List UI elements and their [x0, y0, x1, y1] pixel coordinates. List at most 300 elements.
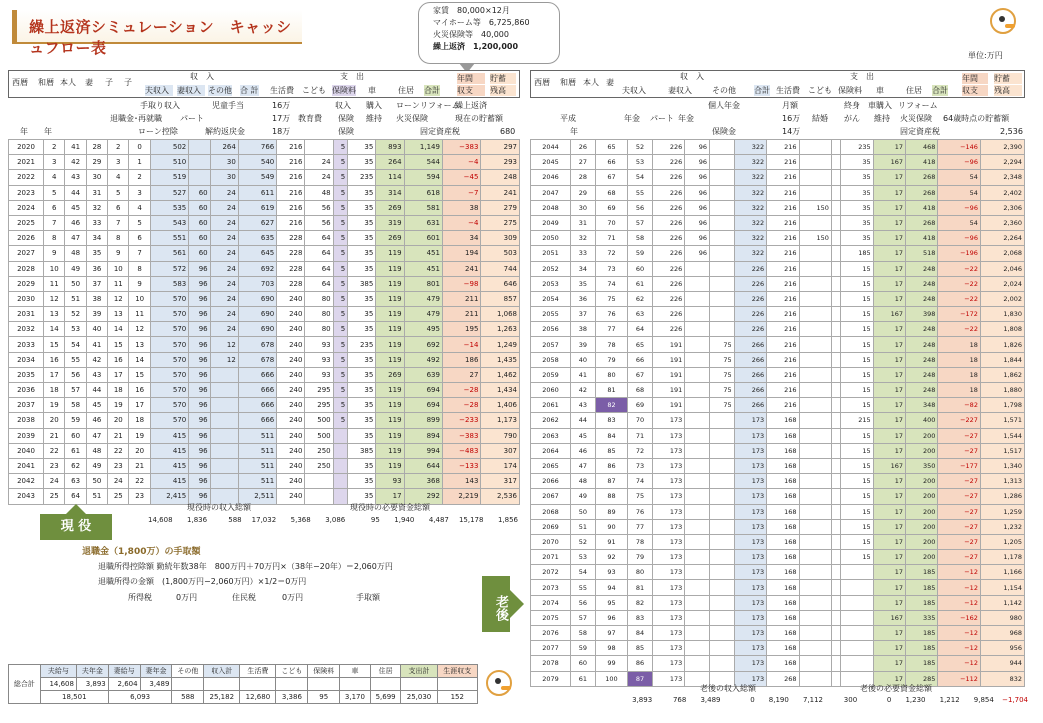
table-cell: 57 — [628, 215, 653, 230]
callout-line: 繰上返済 1,200,000 — [433, 42, 519, 51]
table-cell: 44 — [571, 413, 596, 428]
table-cell: 35 — [86, 246, 107, 261]
table-cell: 191 — [652, 398, 684, 413]
table-row — [9, 443, 520, 458]
table-cell: 22 — [129, 474, 150, 489]
summary-header: 収入計 — [204, 665, 240, 678]
note: がん — [844, 114, 860, 123]
table-cell: 167 — [873, 458, 905, 473]
retirement-title: 退職金（1,800万）の手取額 — [82, 547, 201, 557]
table-cell: 195 — [442, 322, 480, 337]
table-cell: 2 — [108, 140, 129, 155]
table-cell: 35 — [841, 185, 873, 200]
table-cell: 185 — [906, 656, 938, 671]
table-cell: 35 — [348, 231, 376, 246]
table-cell: 2,360 — [980, 215, 1024, 230]
table-cell — [841, 565, 873, 580]
table-cell: 9 — [44, 246, 65, 261]
table-cell: 60 — [189, 231, 210, 246]
table-cell — [799, 641, 831, 656]
table-cell: 200 — [906, 550, 938, 565]
table-cell: 168 — [767, 550, 799, 565]
footer-value: 7,112 — [802, 696, 823, 704]
table-cell: −383 — [442, 428, 480, 443]
table-cell: 34 — [442, 231, 480, 246]
table-cell — [685, 534, 710, 549]
table-cell: 96 — [685, 231, 710, 246]
table-cell: 619 — [238, 200, 276, 215]
table-cell — [799, 550, 831, 565]
table-cell: 309 — [481, 231, 520, 246]
table-cell: 216 — [767, 185, 799, 200]
table-cell: 51 — [571, 519, 596, 534]
expense-group-header: 支 出 — [850, 72, 874, 81]
col-header: 合 計 — [240, 86, 259, 95]
table-cell: 54 — [938, 185, 981, 200]
table-row — [531, 155, 1025, 170]
table-cell: 2027 — [9, 246, 44, 261]
table-cell — [799, 519, 831, 534]
table-cell — [210, 428, 238, 443]
table-cell: 956 — [980, 641, 1024, 656]
table-cell: 2059 — [531, 367, 571, 382]
table-cell: 5 — [129, 215, 150, 230]
table-cell: 18 — [938, 383, 981, 398]
table-cell: 611 — [238, 185, 276, 200]
table-cell — [799, 504, 831, 519]
table-cell — [831, 185, 840, 200]
table-cell: 415 — [150, 474, 188, 489]
table-cell: 14 — [129, 352, 150, 367]
table-cell: 173 — [734, 656, 766, 671]
table-cell: 19 — [108, 398, 129, 413]
table-cell: 200 — [906, 443, 938, 458]
table-cell: 87 — [628, 671, 653, 686]
table-cell: 76 — [595, 307, 627, 322]
table-cell: −383 — [442, 140, 480, 155]
left-footer-expense-label: 現役時の必要資金総額 — [350, 503, 430, 512]
table-cell: 268 — [767, 671, 799, 686]
table-cell: 52 — [628, 140, 653, 155]
table-cell: 5 — [333, 246, 348, 261]
table-cell: −12 — [938, 626, 981, 641]
table-cell: −22 — [938, 276, 981, 291]
col-header: 和暦 — [560, 78, 576, 87]
note: 教育費 — [298, 114, 322, 123]
table-cell: 10 — [129, 291, 150, 306]
table-cell: 572 — [150, 261, 188, 276]
table-cell — [685, 276, 710, 291]
table-cell: 17 — [873, 322, 905, 337]
table-row — [531, 626, 1025, 641]
table-cell — [831, 656, 840, 671]
table-cell: 2038 — [9, 413, 44, 428]
table-cell — [831, 519, 840, 534]
table-cell: 45 — [571, 428, 596, 443]
table-cell: 19 — [44, 398, 65, 413]
table-cell: 96 — [685, 215, 710, 230]
table-cell — [831, 276, 840, 291]
table-cell — [710, 215, 735, 230]
table-cell: 268 — [906, 185, 938, 200]
table-cell: 322 — [734, 140, 766, 155]
table-cell: 226 — [734, 261, 766, 276]
table-cell: 34 — [571, 261, 596, 276]
table-row — [531, 185, 1025, 200]
table-cell: 20 — [129, 443, 150, 458]
table-cell: 35 — [348, 367, 376, 382]
table-row — [9, 337, 520, 352]
table-cell — [685, 352, 710, 367]
assumptions-callout — [418, 2, 560, 64]
table-row — [9, 428, 520, 443]
footer-value: −1,704 — [1002, 696, 1028, 704]
table-cell: 96 — [189, 291, 210, 306]
table-cell: 12 — [210, 352, 238, 367]
table-cell: 766 — [238, 140, 276, 155]
table-cell: 38 — [86, 291, 107, 306]
table-cell: 99 — [595, 656, 627, 671]
table-cell: 15 — [841, 504, 873, 519]
table-cell: 58 — [628, 231, 653, 246]
footer-value: 3,893 — [632, 696, 653, 704]
table-cell: 16 — [129, 383, 150, 398]
table-cell: 385 — [348, 276, 376, 291]
table-cell — [831, 413, 840, 428]
table-cell: 226 — [652, 307, 684, 322]
table-cell: 216 — [767, 231, 799, 246]
table-cell: −172 — [938, 307, 981, 322]
table-cell: 119 — [376, 337, 404, 352]
table-cell: 1,313 — [980, 474, 1024, 489]
right-footer-expense-label: 老後の必要資金総額 — [860, 684, 932, 693]
table-cell: 228 — [277, 246, 305, 261]
table-cell: 248 — [481, 170, 520, 185]
table-cell: 1,259 — [980, 504, 1024, 519]
table-cell — [841, 641, 873, 656]
table-cell — [333, 443, 348, 458]
note: 18万 — [272, 127, 291, 136]
expense-group-header: 支 出 — [340, 72, 364, 81]
table-row — [531, 140, 1025, 155]
note: 維持 — [874, 114, 890, 123]
table-cell: 173 — [652, 474, 684, 489]
table-cell: 168 — [767, 610, 799, 625]
table-cell: 415 — [150, 428, 188, 443]
table-cell: 581 — [404, 200, 442, 215]
table-cell: 216 — [767, 307, 799, 322]
bird-mascot-icon — [990, 8, 1016, 34]
footer-value: 15,178 — [458, 516, 484, 524]
table-cell: 226 — [734, 307, 766, 322]
table-cell: 894 — [404, 428, 442, 443]
col-header: その他 — [712, 86, 736, 95]
table-cell: 240 — [277, 383, 305, 398]
table-cell: 335 — [906, 610, 938, 625]
table-cell: 297 — [481, 140, 520, 155]
table-cell: 73 — [595, 261, 627, 276]
table-cell: 1,068 — [481, 307, 520, 322]
table-cell — [710, 565, 735, 580]
table-cell: 64 — [65, 489, 86, 504]
table-cell: 1,406 — [481, 398, 520, 413]
table-cell: 250 — [305, 443, 333, 458]
table-cell: 19 — [129, 428, 150, 443]
table-cell: 57 — [571, 610, 596, 625]
callout-line: 家賃 80,000×12月 — [433, 6, 510, 15]
col-header: 年間 — [457, 73, 485, 84]
table-cell: 10 — [44, 261, 65, 276]
table-cell: 56 — [65, 367, 86, 382]
table-cell: 418 — [906, 155, 938, 170]
table-row — [531, 398, 1025, 413]
retirement-line: 手取額 — [356, 593, 380, 602]
col-header: 住居 — [906, 86, 922, 95]
table-cell: 70 — [595, 215, 627, 230]
table-cell: 226 — [734, 276, 766, 291]
table-cell: 54 — [938, 215, 981, 230]
table-cell: −28 — [442, 383, 480, 398]
table-cell: 173 — [734, 534, 766, 549]
table-cell: 173 — [734, 474, 766, 489]
table-cell: 5 — [333, 322, 348, 337]
table-cell: 2045 — [531, 155, 571, 170]
table-cell: 2,511 — [238, 489, 276, 504]
table-cell: 275 — [481, 215, 520, 230]
table-cell: 96 — [685, 185, 710, 200]
table-cell: 168 — [767, 428, 799, 443]
col-header: 本人 — [60, 78, 76, 87]
table-cell: 173 — [734, 413, 766, 428]
table-cell: 95 — [595, 595, 627, 610]
table-cell: 69 — [628, 398, 653, 413]
table-cell: 1,826 — [980, 337, 1024, 352]
table-cell: 168 — [767, 504, 799, 519]
table-cell — [710, 474, 735, 489]
table-row — [531, 215, 1025, 230]
table-cell: 228 — [277, 276, 305, 291]
table-cell: 35 — [841, 155, 873, 170]
table-cell: 43 — [86, 367, 107, 382]
table-row — [531, 580, 1025, 595]
table-cell: 75 — [595, 291, 627, 306]
table-cell: 240 — [277, 458, 305, 473]
table-cell: 63 — [65, 474, 86, 489]
table-cell: 64 — [305, 246, 333, 261]
table-cell — [685, 367, 710, 382]
table-cell: 173 — [652, 550, 684, 565]
table-cell: 72 — [595, 246, 627, 261]
table-cell: 38 — [571, 322, 596, 337]
table-cell — [831, 428, 840, 443]
table-cell: 17 — [873, 519, 905, 534]
table-cell: 64 — [628, 322, 653, 337]
table-cell: 226 — [652, 231, 684, 246]
table-cell: 415 — [150, 443, 188, 458]
table-cell: 17 — [873, 185, 905, 200]
table-cell: 2021 — [9, 155, 44, 170]
table-cell: 185 — [906, 580, 938, 595]
table-cell — [710, 626, 735, 641]
table-cell: 511 — [238, 443, 276, 458]
table-cell — [831, 443, 840, 458]
summary-header: 夫給与 — [40, 665, 76, 678]
table-cell: 114 — [376, 170, 404, 185]
table-cell: 49 — [86, 458, 107, 473]
table-cell: 38 — [442, 200, 480, 215]
table-cell: 1,340 — [980, 458, 1024, 473]
table-cell: 2055 — [531, 307, 571, 322]
table-cell: 96 — [189, 352, 210, 367]
table-cell: 119 — [376, 398, 404, 413]
table-cell: 173 — [734, 641, 766, 656]
table-cell: 248 — [906, 261, 938, 276]
note: 年金 — [624, 114, 640, 123]
table-cell: 173 — [734, 443, 766, 458]
note: 固定資産税 — [900, 127, 940, 136]
table-cell — [685, 443, 710, 458]
table-cell: 185 — [841, 246, 873, 261]
table-cell — [799, 474, 831, 489]
table-cell: 2049 — [531, 215, 571, 230]
table-cell: 25 — [108, 489, 129, 504]
table-cell — [799, 276, 831, 291]
note: 繰上返済 — [455, 101, 487, 110]
table-cell: 2044 — [531, 140, 571, 155]
table-cell — [799, 367, 831, 382]
table-cell: 83 — [595, 413, 627, 428]
table-row — [9, 170, 520, 185]
right-footer-income-label: 老後の収入総額 — [700, 684, 756, 693]
table-cell — [831, 307, 840, 322]
table-cell: 173 — [734, 595, 766, 610]
table-cell: 645 — [238, 246, 276, 261]
table-cell: 216 — [277, 140, 305, 155]
table-cell: 385 — [348, 443, 376, 458]
table-cell — [685, 458, 710, 473]
table-cell — [685, 398, 710, 413]
table-cell: 119 — [376, 443, 404, 458]
table-cell — [831, 246, 840, 261]
table-cell: 2,219 — [442, 489, 480, 504]
summary-header: その他 — [172, 665, 204, 678]
footer-value: 95 — [370, 516, 380, 524]
table-cell: 71 — [628, 428, 653, 443]
table-cell: 1,544 — [980, 428, 1024, 443]
table-row — [531, 641, 1025, 656]
table-cell: 2037 — [9, 398, 44, 413]
table-cell: 81 — [595, 383, 627, 398]
table-cell: 35 — [348, 140, 376, 155]
table-cell: 48 — [86, 443, 107, 458]
note: ローン — [396, 101, 420, 110]
table-cell: 185 — [906, 641, 938, 656]
table-cell: 191 — [652, 352, 684, 367]
table-cell: 82 — [628, 595, 653, 610]
table-cell: 322 — [734, 170, 766, 185]
col-header: 収支 — [457, 85, 485, 96]
table-row — [9, 231, 520, 246]
table-cell: 228 — [277, 231, 305, 246]
table-cell: 1,862 — [980, 367, 1024, 382]
table-cell: 980 — [980, 610, 1024, 625]
table-cell: 24 — [305, 155, 333, 170]
table-cell — [710, 610, 735, 625]
table-cell: 168 — [767, 641, 799, 656]
table-cell: 235 — [348, 170, 376, 185]
table-row — [531, 565, 1025, 580]
table-cell — [831, 458, 840, 473]
table-cell: 2,390 — [980, 140, 1024, 155]
table-cell: 75 — [710, 398, 735, 413]
table-cell: 30 — [210, 170, 238, 185]
table-cell: 15 — [841, 458, 873, 473]
table-cell: 348 — [906, 398, 938, 413]
table-cell: 2022 — [9, 170, 44, 185]
table-cell: 35 — [348, 246, 376, 261]
table-cell: 31 — [86, 185, 107, 200]
table-cell: 216 — [767, 276, 799, 291]
table-cell: 35 — [348, 322, 376, 337]
summary-row — [9, 691, 478, 704]
table-row — [531, 261, 1025, 276]
table-cell: 17 — [873, 140, 905, 155]
table-cell: 2035 — [9, 367, 44, 382]
table-cell — [799, 580, 831, 595]
retirement-line: 退職所得の金額 (1,800万円−2,060万円）×1/2＝0万円 — [98, 577, 307, 586]
table-cell: 168 — [767, 474, 799, 489]
table-cell: 319 — [376, 215, 404, 230]
table-cell — [710, 641, 735, 656]
table-cell: 5 — [333, 155, 348, 170]
table-cell: 60 — [189, 200, 210, 215]
table-cell — [831, 580, 840, 595]
table-cell: 415 — [150, 458, 188, 473]
table-cell: 35 — [348, 398, 376, 413]
table-cell: 15 — [841, 428, 873, 443]
table-cell: 17 — [873, 443, 905, 458]
table-cell: 692 — [238, 261, 276, 276]
table-cell: 678 — [238, 352, 276, 367]
table-cell: 62 — [628, 291, 653, 306]
summary-cell: 3,489 — [140, 678, 172, 691]
table-cell — [685, 656, 710, 671]
table-cell: 42 — [571, 383, 596, 398]
table-cell: 248 — [906, 367, 938, 382]
table-cell: 75 — [710, 352, 735, 367]
table-cell: 502 — [150, 140, 188, 155]
footer-value: 768 — [672, 696, 687, 704]
table-cell: 240 — [277, 443, 305, 458]
table-cell: 60 — [189, 215, 210, 230]
note: 年 — [44, 127, 52, 136]
table-row — [9, 215, 520, 230]
table-cell: 350 — [906, 458, 938, 473]
table-cell: 35 — [348, 215, 376, 230]
table-cell: 2041 — [9, 458, 44, 473]
table-cell: 6 — [44, 200, 65, 215]
table-cell: 191 — [652, 367, 684, 382]
table-cell: 96 — [685, 200, 710, 215]
table-row — [531, 489, 1025, 504]
table-cell: 400 — [906, 413, 938, 428]
table-cell: 2033 — [9, 337, 44, 352]
table-cell: 17 — [873, 489, 905, 504]
retirement-line: 所得税 — [128, 593, 152, 602]
table-cell: 96 — [189, 276, 210, 291]
table-cell: 43 — [65, 170, 86, 185]
table-cell: 690 — [238, 307, 276, 322]
